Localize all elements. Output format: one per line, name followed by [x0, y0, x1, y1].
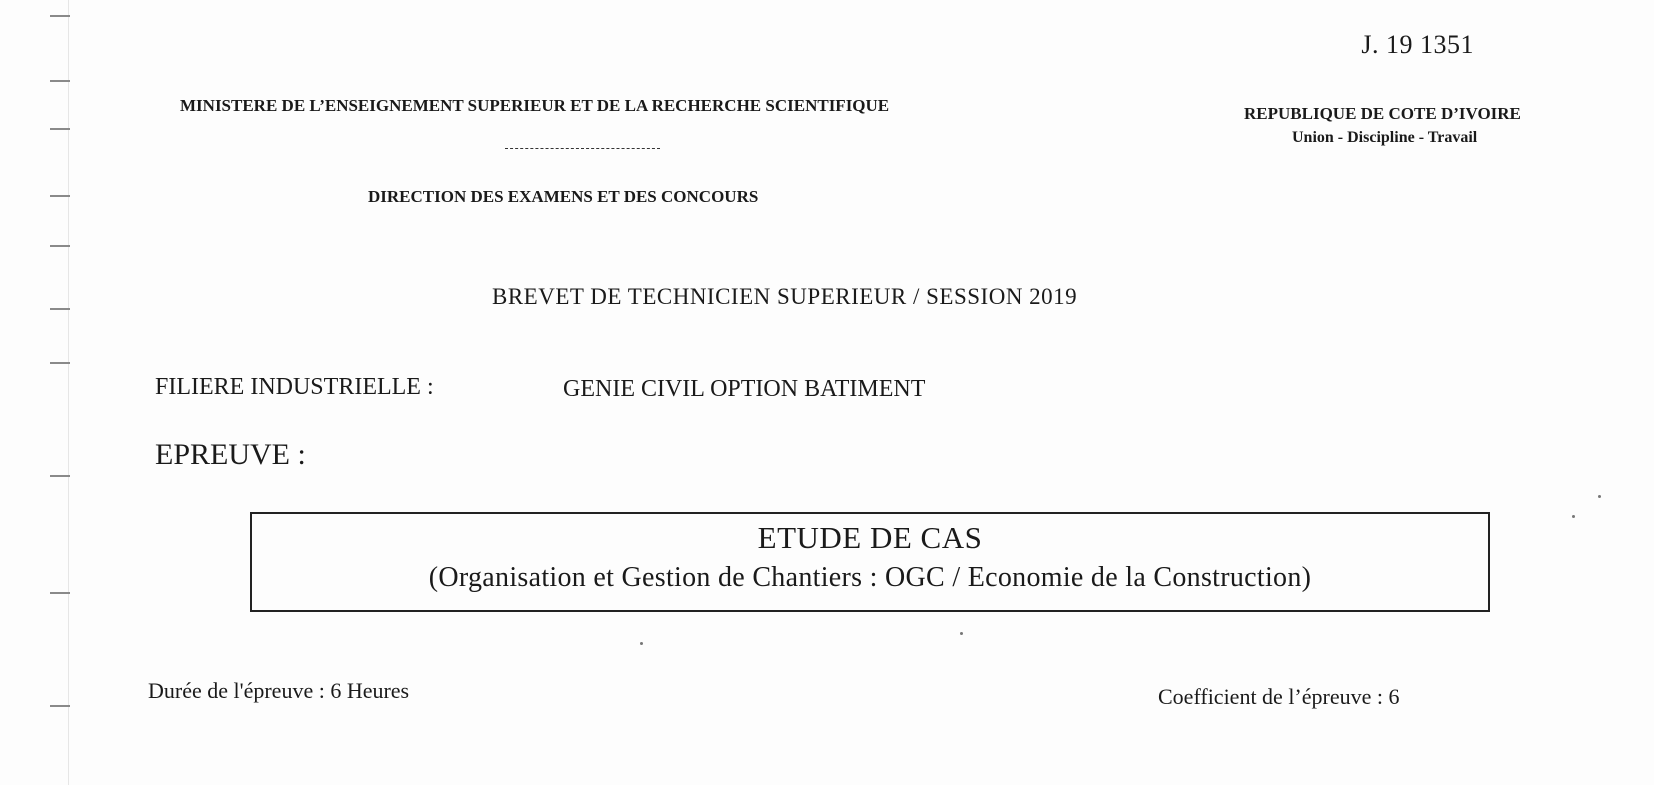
republic-heading: REPUBLIQUE DE COTE D’IVOIRE: [1244, 104, 1521, 123]
filiere-label: FILIERE INDUSTRIELLE :: [155, 374, 434, 400]
exam-duration: Durée de l'épreuve : 6 Heures: [148, 678, 410, 703]
filiere-value: GENIE CIVIL OPTION BATIMENT: [563, 376, 926, 402]
epreuve-label: EPREUVE :: [155, 438, 306, 471]
direction-heading: DIRECTION DES EXAMENS ET DES CONCOURS: [368, 187, 759, 206]
subject-box: [250, 512, 1490, 612]
subject-subtitle: (Organisation et Gestion de Chantiers : OGC / Economie de la Construction): [428, 562, 1312, 593]
document-reference: J. 19 1351: [1361, 30, 1474, 59]
subject-title: ETUDE DE CAS: [757, 520, 983, 555]
exam-coefficient: Coefficient de l’épreuve : 6: [1158, 684, 1400, 709]
binding-margin-line: [68, 0, 69, 785]
separator-line: [505, 148, 660, 149]
ministry-heading: MINISTERE DE L’ENSEIGNEMENT SUPERIEUR ET DE LA RECHERCHE SCIENTIFIQUE: [180, 96, 890, 115]
national-motto: Union - Discipline - Travail: [1292, 129, 1478, 146]
exam-title: BREVET DE TECHNICIEN SUPERIEUR / SESSION 2019: [492, 284, 1078, 309]
